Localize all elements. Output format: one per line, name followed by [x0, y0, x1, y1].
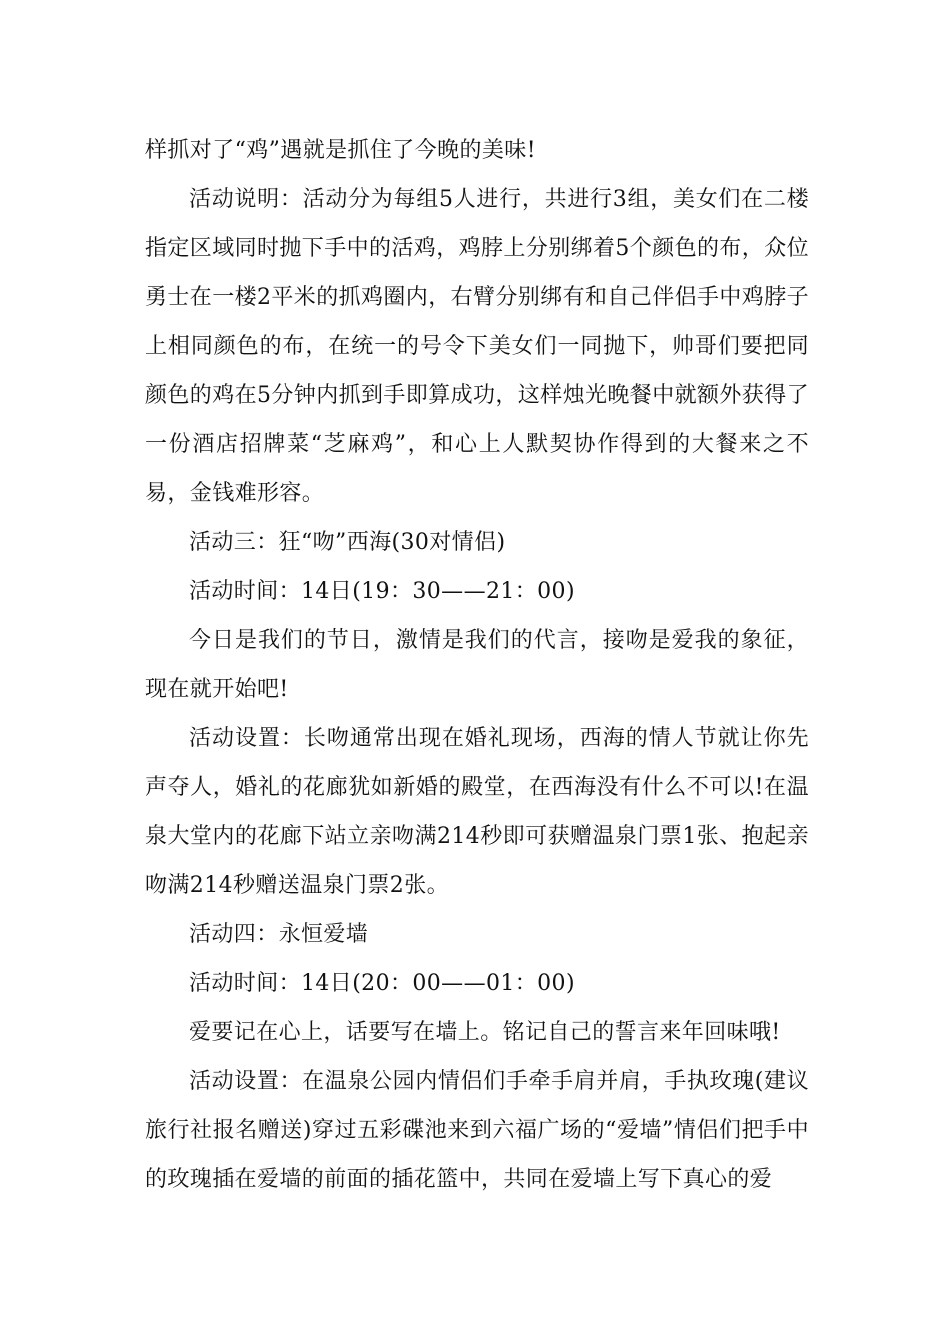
- paragraph-continuation: 样抓对了“鸡”遇就是抓住了今晚的美味!: [145, 138, 536, 163]
- document-body: [145, 126, 809, 1204]
- heading-activity-three: 活动三：狂“吻”西海(30对情侣): [189, 530, 506, 555]
- activity-four-time: 活动时间：14日(20：00——01：00): [189, 971, 575, 996]
- activity-three-intro: 今日是我们的节日，激情是我们的代言，接吻是爱我的象征，现在就开始吧!: [145, 628, 809, 702]
- activity-four-intro: 爱要记在心上，话要写在墙上。铭记自己的誓言来年回味哦!: [189, 1020, 781, 1045]
- heading-activity-four: 活动四：永恒爱墙: [189, 922, 369, 947]
- activity-four-setup: 活动设置：在温泉公园内情侣们手牵手肩并肩，手执玫瑰(建议旅行社报名赠送)穿过五彩碟池来到六福广场的“爱墙”情侣们把手中的玫瑰插在爱墙的前面的插花篮中，共同在爱墙上写下真心的爱: [145, 1069, 809, 1192]
- activity-three-setup: 活动设置：长吻通常出现在婚礼现场，西海的情人节就让你先声夺人，婚礼的花廊犹如新婚的殿堂，在西海没有什么不可以!在温泉大堂内的花廊下站立亲吻满214秒即可获赠温泉门票1张、抱起亲吻满214秒赠送温泉门票2张。: [145, 726, 809, 898]
- paragraph-activity-description: 活动说明：活动分为每组5人进行，共进行3组，美女们在二楼指定区域同时抛下手中的活鸡，鸡脖上分别绑着5个颜色的布，众位勇士在一楼2平米的抓鸡圈内，右臂分别绑有和自己伴侣手中鸡脖子上相同颜色的布，在统一的号令下美女们一同抛下，帅哥们要把同颜色的鸡在5分钟内抓到手即算成功，这样烛光晚餐中就额外获得了一份酒店招牌菜“芝麻鸡”，和心上人默契协作得到的大餐来之不易，金钱难形容。: [145, 187, 809, 506]
- activity-three-time: 活动时间：14日(19：30——21：00): [189, 579, 575, 604]
